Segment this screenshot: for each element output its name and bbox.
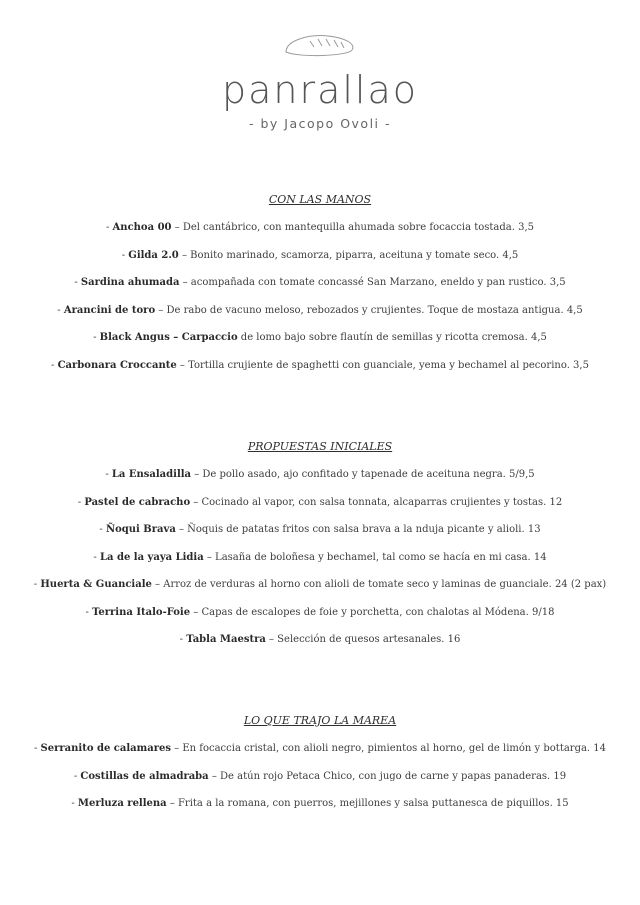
dish-description: – Ñoquis de patatas fritos con salsa brava a la nduja picante y alioli. 13 xyxy=(175,524,541,535)
menu-item: - Arancini de toro – De rabo de vacuno meloso, rebozados y crujientes. Toque de mostaza antigua. 4,5 xyxy=(57,304,583,316)
bread-icon xyxy=(280,32,360,60)
dish-name: Sardina ahumada xyxy=(80,277,180,288)
menu-item: - Costillas de almadraba – De atún rojo Petaca Chico, con jugo de carne y papas panaderas. 19 xyxy=(73,770,567,782)
dish-name: La de la yaya Lidia xyxy=(99,551,204,563)
dish-description: – De pollo asado, ajo confitado y tapenade de aceituna negra. 5/9,5 xyxy=(191,469,535,480)
dish-description: – De rabo de vacuno meloso, rebozados y crujientes. Toque de mostaza antigua. 4,5 xyxy=(155,304,583,316)
section-propuestas-iniciales xyxy=(0,440,640,661)
menu-item: - Huerta & Guanciale – Arroz de verduras al horno con alioli de tomate seco y laminas de guanciale. 24 (2 pax) xyxy=(33,579,607,590)
menu-item: - Black Angus – Carpaccio de lomo bajo sobre flautín de semillas y ricotta cremosa. 4,5 xyxy=(93,332,547,343)
dish-description: de lomo bajo sobre flautín de semillas y ricotta cremosa. 4,5 xyxy=(237,332,547,343)
menu-item: - Merluza rellena – Frita a la romana, con puerros, mejillones y salsa puttanesca de piquillos. 15 xyxy=(71,798,569,809)
dish-name: Pastel de cabracho xyxy=(84,496,191,508)
menu-item: - Sardina ahumada – acompañada con tomate concassé San Marzano, eneldo y pan rustico. 3,5 xyxy=(74,277,566,288)
section-lo-que-trajo-la-marea xyxy=(0,714,640,825)
dish-name: Costillas de almadraba xyxy=(80,770,209,782)
dish-description: – Capas de escalopes de foie y porchetta, con chalotas al Módena. 9/18 xyxy=(190,606,555,618)
dish-name: Terrina Italo-Foie xyxy=(92,606,191,618)
dish-name: Huerta & Guanciale xyxy=(40,579,152,590)
section-title: PROPUESTAS INICIALES xyxy=(247,440,393,453)
menu-item: - Carbonara Croccante – Tortilla crujiente de spaghetti con guanciale, yema y bechamel al pecorino. 3,5 xyxy=(51,359,589,371)
menu-item: - Ñoqui Brava – Ñoquis de patatas fritos con salsa brava a la nduja picante y alioli. 13 xyxy=(99,524,541,535)
dish-name: Gilda 2.0 xyxy=(128,249,179,261)
logo xyxy=(0,32,640,131)
menu-item: - La de la yaya Lidia – Lasaña de boloñesa y bechamel, tal como se hacía en mi casa. 14 xyxy=(93,551,547,563)
dish-description: – Selección de quesos artesanales. 16 xyxy=(265,634,461,645)
brand-name: panrallao xyxy=(221,68,419,112)
dish-description: – acompañada con tomate concassé San Marzano, eneldo y pan rustico. 3,5 xyxy=(179,277,566,288)
dish-name: Ñoqui Brava xyxy=(105,524,176,535)
dish-name: Arancini de toro xyxy=(63,304,156,316)
dish-description: – Lasaña de boloñesa y bechamel, tal como se hacía en mi casa. 14 xyxy=(203,551,547,563)
menu-item: - Gilda 2.0 – Bonito marinado, scamorza, piparra, aceituna y tomate seco. 4,5 xyxy=(121,249,519,261)
menu-item: - Pastel de cabracho – Cocinado al vapor, con salsa tonnata, alcaparras crujientes y tostas. 12 xyxy=(77,496,563,508)
dish-name: La Ensaladilla xyxy=(111,469,192,480)
menu-item: - Tabla Maestra – Selección de quesos artesanales. 16 xyxy=(179,634,461,645)
dish-description: – Arroz de verduras al horno con alioli de tomate seco y laminas de guanciale. 24 (2 pax) xyxy=(151,579,607,590)
dish-description: – Frita a la romana, con puerros, mejillones y salsa puttanesca de piquillos. 15 xyxy=(166,798,569,809)
dish-description: – En focaccia cristal, con alioli negro, pimientos al horno, gel de limón y bottarga. 14 xyxy=(170,743,607,754)
menu-item: - Anchoa 00 – Del cantábrico, con mantequilla ahumada sobre focaccia tostada. 3,5 xyxy=(105,222,534,233)
menu-item: - Terrina Italo-Foie – Capas de escalopes de foie y porchetta, con chalotas al Módena. 9/18 xyxy=(85,606,555,618)
dish-name: Merluza rellena xyxy=(77,798,167,809)
menu-item: - La Ensaladilla – De pollo asado, ajo confitado y tapenade de aceituna negra. 5/9,5 xyxy=(105,469,535,480)
dish-description: – Bonito marinado, scamorza, piparra, aceituna y tomate seco. 4,5 xyxy=(178,249,519,261)
dish-description: – De atún rojo Petaca Chico, con jugo de carne y papas panaderas. 19 xyxy=(208,770,567,782)
dish-name: Serranito de calamares xyxy=(40,743,171,754)
dish-description: – Del cantábrico, con mantequilla ahumada sobre focaccia tostada. 3,5 xyxy=(171,222,534,233)
brand-tagline: - by Jacopo Ovoli - xyxy=(248,116,392,131)
section-title: CON LAS MANOS xyxy=(268,193,372,206)
menu-item: - Serranito de calamares – En focaccia cristal, con alioli negro, pimientos al horno, gel de limón y bottarga. 14 xyxy=(33,743,607,754)
dish-description: – Cocinado al vapor, con salsa tonnata, alcaparras crujientes y tostas. 12 xyxy=(190,496,563,508)
dish-description: – Tortilla crujiente de spaghetti con guanciale, yema y bechamel al pecorino. 3,5 xyxy=(176,359,589,371)
section-title: LO QUE TRAJO LA MAREA xyxy=(243,714,397,727)
dish-name: Carbonara Croccante xyxy=(57,359,177,371)
dish-name: Black Angus – Carpaccio xyxy=(99,332,238,343)
section-con-las-manos xyxy=(0,193,640,386)
dish-name: Tabla Maestra xyxy=(186,634,266,645)
dish-name: Anchoa 00 xyxy=(112,222,172,233)
